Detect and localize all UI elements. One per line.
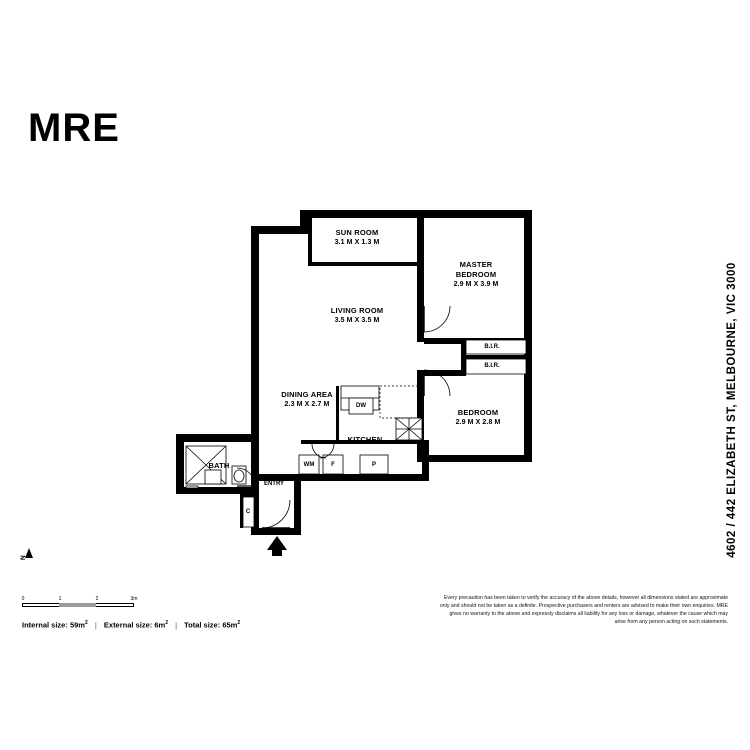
room-name: DINING AREA — [281, 390, 333, 400]
room-label-living-room — [331, 306, 384, 326]
scale-bar-fill — [59, 603, 96, 607]
scale-tick-0: 0 — [21, 596, 25, 602]
fixture-label-pantry: P — [371, 462, 377, 468]
room-name: BATH — [208, 460, 230, 470]
divider-1: | — [94, 620, 97, 630]
scale-tick-1: 1 — [58, 596, 62, 602]
scale-bar — [22, 596, 138, 612]
internal-size-sup: 2 — [84, 620, 88, 626]
room-dims: 2.9 M X 2.8 M — [455, 419, 501, 427]
room-label-sun-room — [335, 228, 380, 248]
total-size-sup: 2 — [237, 620, 241, 626]
room-name: LIVING ROOM — [330, 306, 384, 316]
brand-logo: MRE — [28, 106, 120, 150]
internal-size-label: Internal size: — [22, 620, 68, 630]
room-name: KITCHEN — [347, 434, 383, 444]
room-dims: 2.9 M X 3.9 M — [453, 281, 499, 289]
fixture-label-entry: ENTRY — [263, 481, 285, 487]
divider-2: | — [175, 620, 178, 630]
room-name: MASTER — [459, 260, 493, 270]
total-size-unit: m — [230, 620, 238, 630]
internal-size-value: 59 — [69, 620, 79, 630]
north-label: N — [20, 555, 27, 560]
room-name: BEDROOM — [457, 408, 499, 418]
fixture-label-fridge: F — [331, 462, 335, 468]
room-label-kitchen — [348, 435, 383, 445]
external-size-unit: m — [158, 620, 166, 630]
internal-size-unit: m — [78, 620, 85, 630]
fixture-label-dishwasher: DW — [356, 403, 366, 409]
external-size-value: 6 — [154, 620, 159, 630]
room-dims: 3.5 M X 3.5 M — [334, 317, 380, 325]
disclaimer-text: Every precaution has been taken to verify the accuracy of the above details, however all dimensions stated are approximate only and should not be taken as a definite. Prospective purchasers and renters are advised to make their own enquiries. MRE gives no warranty to the above and expressly disclaims all liability for any loss or damage, whatever the cause which may arise from any person acting on such statements. — [439, 595, 728, 626]
room-dims: 3.1 M X 1.3 M — [334, 239, 380, 247]
area-summary — [22, 620, 240, 630]
scale-tick-3: 3m — [130, 596, 138, 602]
external-size-sup: 2 — [165, 620, 168, 626]
fixture-label-bir-upper: B.I.R. — [484, 344, 500, 350]
address-title-text: 4602 / 442 ELIZABETH ST, MELBOURNE, VIC 3000 — [726, 262, 738, 558]
external-size-label: External size: — [103, 620, 153, 630]
fixture-label-cupboard: C — [245, 509, 251, 515]
room-name: SUN ROOM — [335, 228, 379, 238]
room-label-dining-area — [281, 390, 333, 410]
fixture-label-bir-lower: B.I.R. — [484, 363, 500, 369]
north-compass — [20, 548, 38, 578]
fixtures-linework — [186, 340, 526, 527]
room-label-bath — [208, 461, 229, 471]
entry-arrow — [267, 536, 287, 556]
fixture-label-washing-machine: WM — [303, 462, 315, 468]
total-size-value: 65 — [222, 620, 231, 630]
room-dims: 2.3 M X 2.7 M — [284, 401, 330, 409]
total-size-label: Total size: — [184, 620, 221, 630]
room-name-2: BEDROOM — [455, 270, 497, 280]
room-label-bedroom — [456, 408, 501, 428]
scale-tick-2: 2 — [95, 596, 99, 602]
room-label-master-bedroom — [454, 260, 499, 290]
